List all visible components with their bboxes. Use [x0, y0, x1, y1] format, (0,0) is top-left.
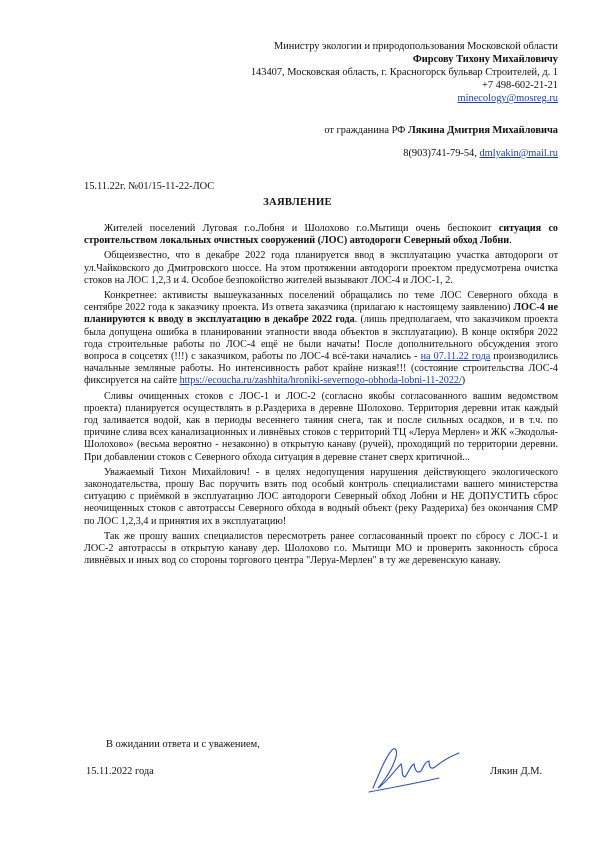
handwritten-signature [365, 744, 465, 796]
paragraph-5: Уважаемый Тихон Михайлович! - в целях недопущения нарушения действующего экологического законодательства, прошу Вас поручить взять под особый контроль специалистами вашего министерства ситуацию с приёмкой в эксплуатацию ЛОС автодороги Северный обход Лобни и НЕ ДОПУСТИТЬ сброс неочищенных стоков с автотрассы Северного обхода в водный объект (реку Раздериха) без окончания СМР по ЛОС 1,2,3,4 и принятия их в эксплуатацию! [84, 466, 558, 527]
paragraph-4: Сливы очищенных стоков с ЛОС-1 и ЛОС-2 (согласно якобы согласованного вашим ведомством проекта) планируется осуществлять в р.Раздериха в деревне Шолохово. Территория деревни итак каждый год заливается водой, как в периоды весеннего таяния снега, так и после сильных осадков, и в т.ч. по причине слива всех канализационных и ливнёвых стоков с территорий ТЦ «Леруа Мерлен» и ЖК «Экодолья-Шолохово» (весьма вероятно - незаконно) в открытую канаву (ручей), проходящий по территории деревни. При добавлении стоков с Северного обхода ситуация в деревне станет сверх критичной... [84, 390, 558, 463]
signature-underline [369, 778, 439, 792]
sender-name: Лякина Дмитрия Михайловича [408, 125, 558, 136]
paragraph-1-bold: ситуация со строительством локальных очистных сооружений (ЛОС) автодороги Северный обход Лобни [84, 223, 558, 247]
paragraph-6: Так же прошу ваших специалистов пересмотреть ранее согласованный проект по сбросу с ЛОС-1 и ЛОС-2 автотрассы в открытую канаву дер. Шолохово г.о. Мытищи МО и проверить законность сброса ливнёвых и иных вод со стороны торгового центра "Леруа-Мерлен" в ту же деревенскую канаву. [84, 530, 558, 567]
sender-prefix: от гражданина РФ [324, 125, 408, 136]
signer-name: Лякин Д.М. [490, 766, 543, 777]
paragraph-1-end: . [509, 235, 512, 247]
paragraph-1-text: Жителей поселений Луговая г.о.Лобня и Шолохово г.о.Мытищи очень беспокоит [104, 223, 499, 234]
paragraph-2: Общеизвестно, что в декабре 2022 года планируется ввод в эксплуатацию участка автодороги от ул.Чайковского до Дмитровского шоссе. На этом протяжении автодороги проектом предусмотрена очистка стоков на ЛОС 1,2,3 и 4. Особое безпокойство жителей вызывают ЛОС-4 и ЛОС-1, 2. [84, 250, 558, 286]
sender-line [324, 124, 558, 137]
paragraph-3-text-2: . (лишь предполагаем, что заказчиком проекта была допущена ошибка в планировании этапности ввода объектов в эксплуатацию). В конце октября 2022 года строительные работы по ЛОС-4 ещё не были начаты! После дополнительного обсуждения этого вопроса в соцсетях (!!!) с заказчиком, работы по ЛОС-4 всё-таки начались - [84, 314, 559, 363]
sender-contacts [403, 147, 558, 160]
sender-email-link[interactable]: dmlyakin@mail.ru [479, 148, 558, 159]
ecoucha-link[interactable]: https://ecoucha.ru/zashhita/hroniki-severnogo-obhoda-lobni-11-2022/ [179, 375, 462, 387]
addressee-address: 143407, Московская область, г. Красногорск бульвар Строителей, д. 1 [250, 67, 558, 78]
paragraph-3 [84, 290, 558, 388]
paragraph-3-bold: ЛОС-4 не планируются к вводу в эксплуатацию в декабре 2022 года [84, 302, 558, 326]
signature-stroke [373, 749, 459, 788]
paragraph-3-end: ) [461, 375, 466, 387]
paragraph-3-text-3: производились начальные земляные работы. Но интенсивность работ крайне низкая!!! (состояние строительства ЛОС-4 фиксируется на сайте [84, 351, 558, 387]
closing-line: В ожидании ответа и с уважением, [106, 739, 260, 750]
date-link[interactable]: на 07.11.22 года [420, 351, 491, 363]
addressee-email-link[interactable]: minecology@mosreg.ru [457, 93, 558, 104]
addressee-phone: +7 498-602-21-21 [482, 80, 558, 91]
paragraph-1 [84, 223, 558, 247]
signature-date: 15.11.2022 года [86, 766, 154, 777]
paragraph-3-text: Конкретнее: активисты вышеуказанных поселений обращались по теме ЛОС Северного обхода в сентябре 2022 года к заказчику проекта. Из ответа заказчика (прилагаю к настоящему заявлению) [84, 290, 558, 314]
addressee-name: Фирсову Тихону Михайловичу [412, 54, 558, 65]
document-number: 15.11.22г. №01/15-11-22-ЛОС [84, 181, 215, 192]
sender-phone: 8(903)741-79-54, [403, 148, 480, 159]
letter-body [84, 223, 558, 570]
document-title: ЗАЯВЛЕНИЕ [263, 197, 332, 208]
addressee-ministry: Министру экологии и природопользования Московской области [274, 41, 558, 52]
